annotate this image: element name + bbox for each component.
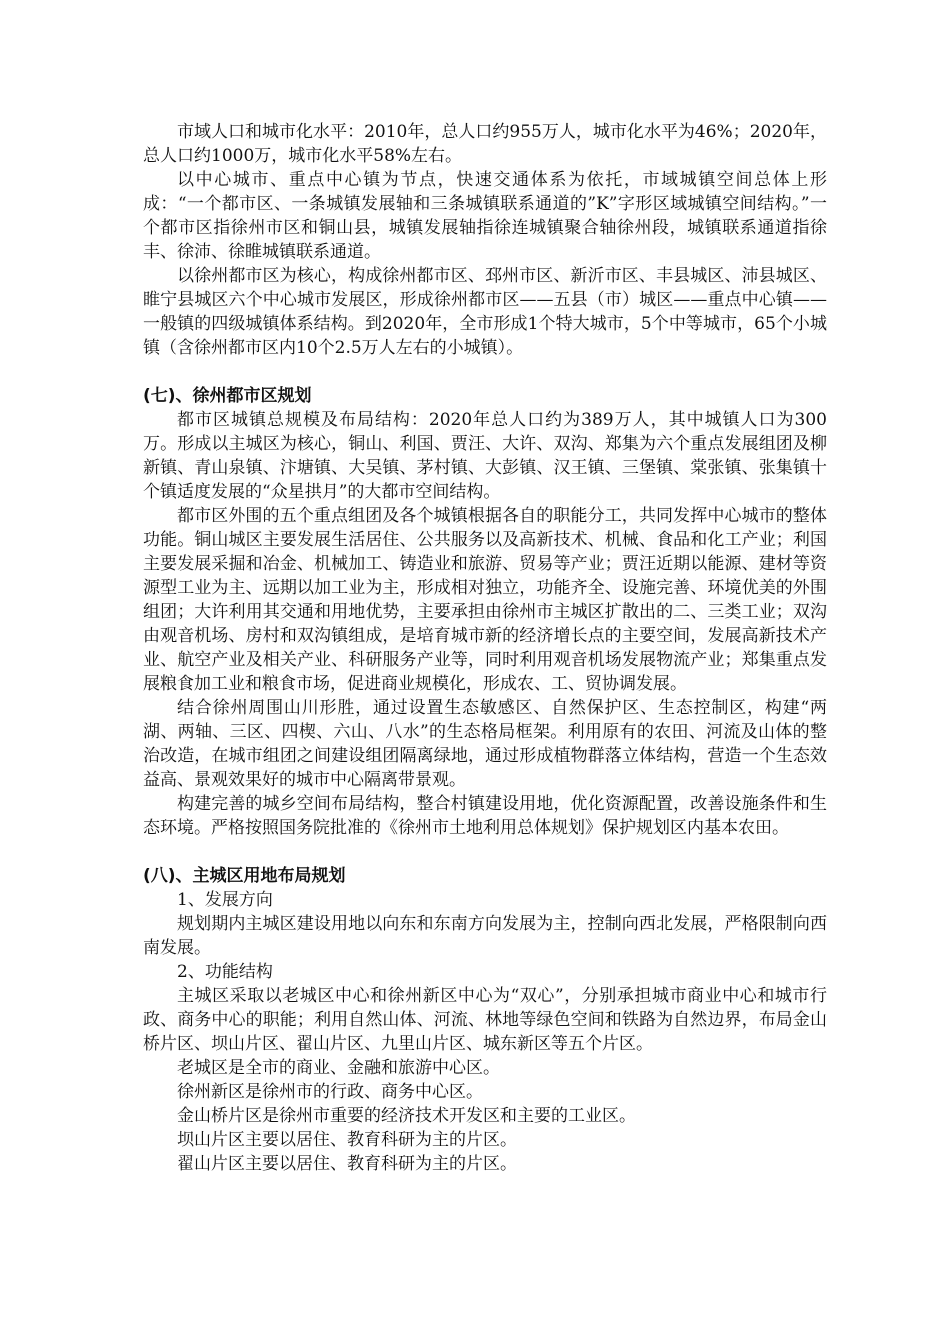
paragraph-population: 市域人口和城市化水平：2010年，总人口约955万人，城市化水平为46%；2020年，总人口约1000万，城市化水平58%左右。: [143, 122, 827, 166]
list-item: 老城区是全市的商业、金融和旅游中心区。: [177, 1058, 500, 1078]
paragraph-ecology: 结合徐州周围山川形胜，通过设置生态敏感区、自然保护区、生态控制区，构建“两湖、两轴、三区、四楔、六山、八水”的生态格局框架。利用原有的农田、河流及山体的整治改造，在城市组团之间建设组团隔离绿地，通过形成植物群落立体结构，营造一个生态效益高、景观效果好的城市中心隔离带景观。: [143, 698, 827, 790]
paragraph-direction: 规划期内主城区建设用地以向东和东南方向发展为主，控制向西北发展，严格限制向西南发展。: [143, 914, 827, 958]
list-item: 坝山片区主要以居住、教育科研为主的片区。: [177, 1130, 517, 1150]
paragraph-structure: 主城区采取以老城区中心和徐州新区中心为“双心”，分别承担城市商业中心和城市行政、商务中心的职能；利用自然山体、河流、林地等绿色空间和铁路为自然边界，布局金山桥片区、坝山片区、翟山片区、九里山片区、城东新区等五个片区。: [143, 986, 827, 1054]
paragraph-spatial-structure: 以中心城市、重点中心镇为节点，快速交通体系为依托，市域城镇空间总体上形成：“一个都市区、一条城镇发展轴和三条城镇联系通道的”K”字形区域城镇空间结构。”一个都市区指徐州市区和铜山县，城镇发展轴指徐连城镇聚合轴徐州段，城镇联系通道指徐丰、徐沛、徐睢城镇联系通道。: [143, 170, 827, 262]
spacer: [143, 840, 827, 864]
paragraph-metro-functions: 都市区外围的五个重点组团及各个城镇根据各自的职能分工，共同发挥中心城市的整体功能。铜山城区主要发展生活居住、公共服务以及高新技术、机械、食品和化工产业；利国主要发展采掘和冶金、机械加工、铸造业和旅游、贸易等产业；贾汪近期以能源、建材等资源型工业为主、远期以加工业为主，形成相对独立，功能齐全、设施完善、环境优美的外围组团；大许利用其交通和用地优势，主要承担由徐州市主城区扩散出的二、三类工业；双沟由观音机场、房村和双沟镇组成，是培育城市新的经济增长点的主要空间，发展高新技术产业、航空产业及相关产业、科研服务产业等，同时利用观音机场发展物流产业；郑集重点发展粮食加工业和粮食市场，促进商业规模化，形成农、工、贸协调发展。: [143, 506, 827, 694]
list-item: 徐州新区是徐州市的行政、商务中心区。: [177, 1082, 483, 1102]
paragraph-city-system: 以徐州都市区为核心，构成徐州都市区、邳州市区、新沂市区、丰县城区、沛县城区、睢宁县城区六个中心城市发展区，形成徐州都市区——五县（市）城区——重点中心镇——一般镇的四级城镇体系结构。到2020年，全市形成1个特大城市，5个中等城市，65个小城镇（含徐州都市区内10个2.5万人左右的小城镇）。: [143, 266, 827, 358]
section-heading-8: (八)、主城区用地布局规划: [143, 866, 346, 886]
subheading-structure: 2、功能结构: [177, 962, 273, 982]
list-item: 翟山片区主要以居住、教育科研为主的片区。: [177, 1154, 517, 1174]
subheading-direction: 1、发展方向: [177, 890, 273, 910]
section-heading-7: (七)、徐州都市区规划: [143, 386, 312, 406]
document-page: [143, 120, 827, 1176]
paragraph-metro-scale: 都市区城镇总规模及布局结构：2020年总人口约为389万人，其中城镇人口为300万。形成以主城区为核心，铜山、利国、贾汪、大许、双沟、郑集为六个重点发展组团及柳新镇、青山泉镇、汴塘镇、大吴镇、茅村镇、大彭镇、汉王镇、三堡镇、棠张镇、张集镇十个镇适度发展的“众星拱月”的大都市空间结构。: [143, 410, 827, 502]
spacer: [143, 360, 827, 384]
list-item: 金山桥片区是徐州市重要的经济技术开发区和主要的工业区。: [177, 1106, 636, 1126]
paragraph-land-use: 构建完善的城乡空间布局结构，整合村镇建设用地，优化资源配置，改善设施条件和生态环境。严格按照国务院批准的《徐州市土地利用总体规划》保护规划区内基本农田。: [143, 794, 827, 838]
